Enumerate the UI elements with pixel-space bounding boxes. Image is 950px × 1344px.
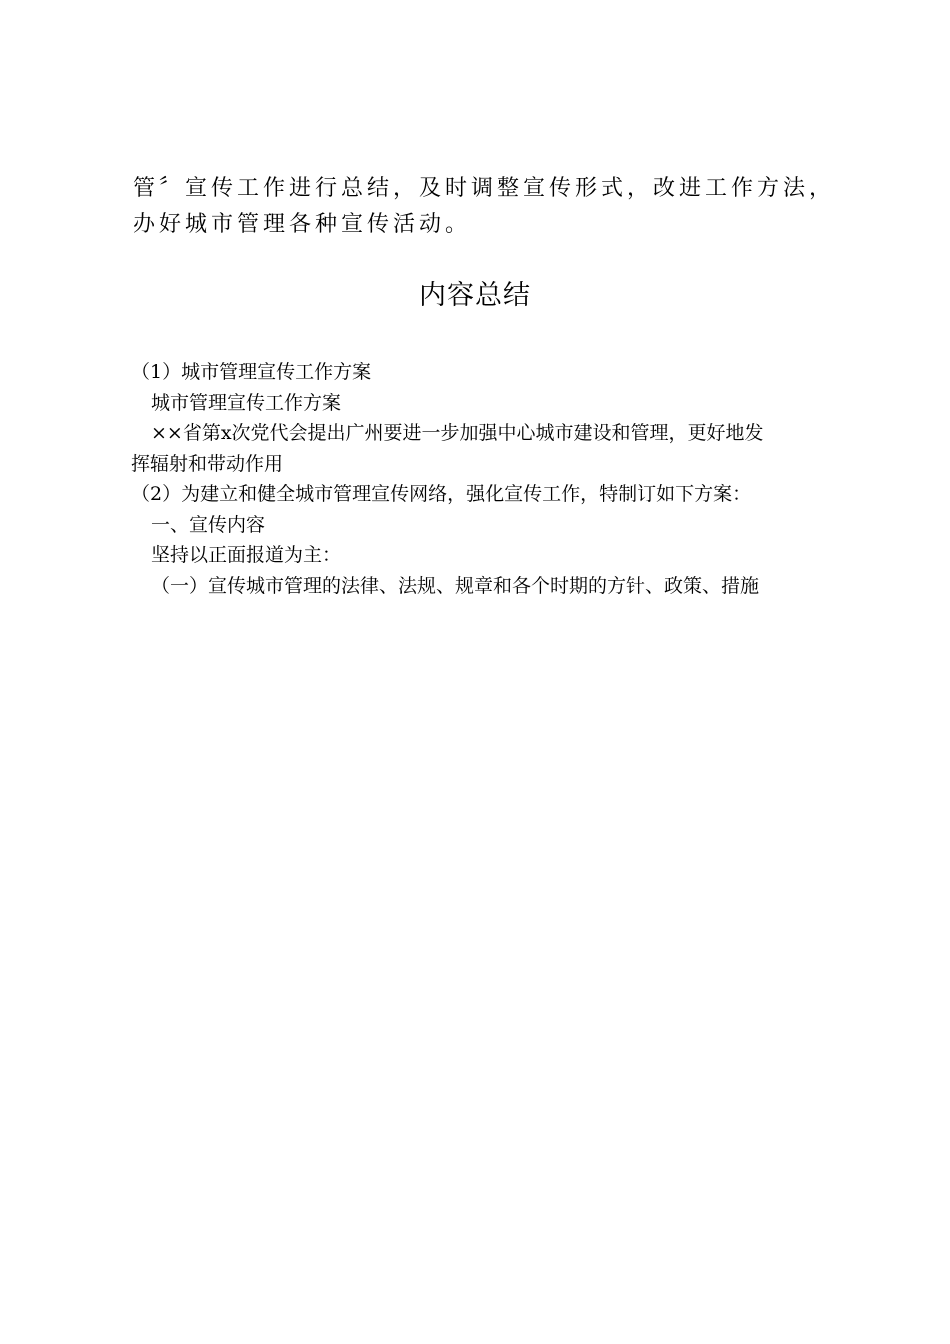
summary-paragraph-line: ××省第x次党代会提出广州要进一步加强中心城市建设和管理，更好地发 — [151, 422, 764, 444]
intro-paragraph — [133, 171, 836, 243]
summary-subtitle: 城市管理宣传工作方案 — [151, 391, 342, 414]
section-heading: 一、宣传内容 — [151, 513, 266, 536]
intro-line: 办好城市管理各种宣传活动。 — [133, 212, 472, 237]
summary-paragraph-line: 挥辐射和带动作用 — [131, 452, 284, 475]
summary-item-1: （1）城市管理宣传工作方案 — [131, 361, 372, 383]
summary-body — [131, 357, 831, 601]
summary-heading: 内容总结 — [419, 280, 531, 311]
summary-item-2: （2）为建立和健全城市管理宣传网络，强化宣传工作，特制订如下方案： — [131, 483, 752, 505]
intro-line: 管〞宣传工作进行总结，及时调整宣传形式，改进工作方法， — [133, 176, 836, 201]
summary-paragraph-line: （一）宣传城市管理的法律、法规、规章和各个时期的方针、政策、措施 — [151, 574, 760, 597]
summary-paragraph-line: 坚持以正面报道为主： — [151, 544, 342, 566]
